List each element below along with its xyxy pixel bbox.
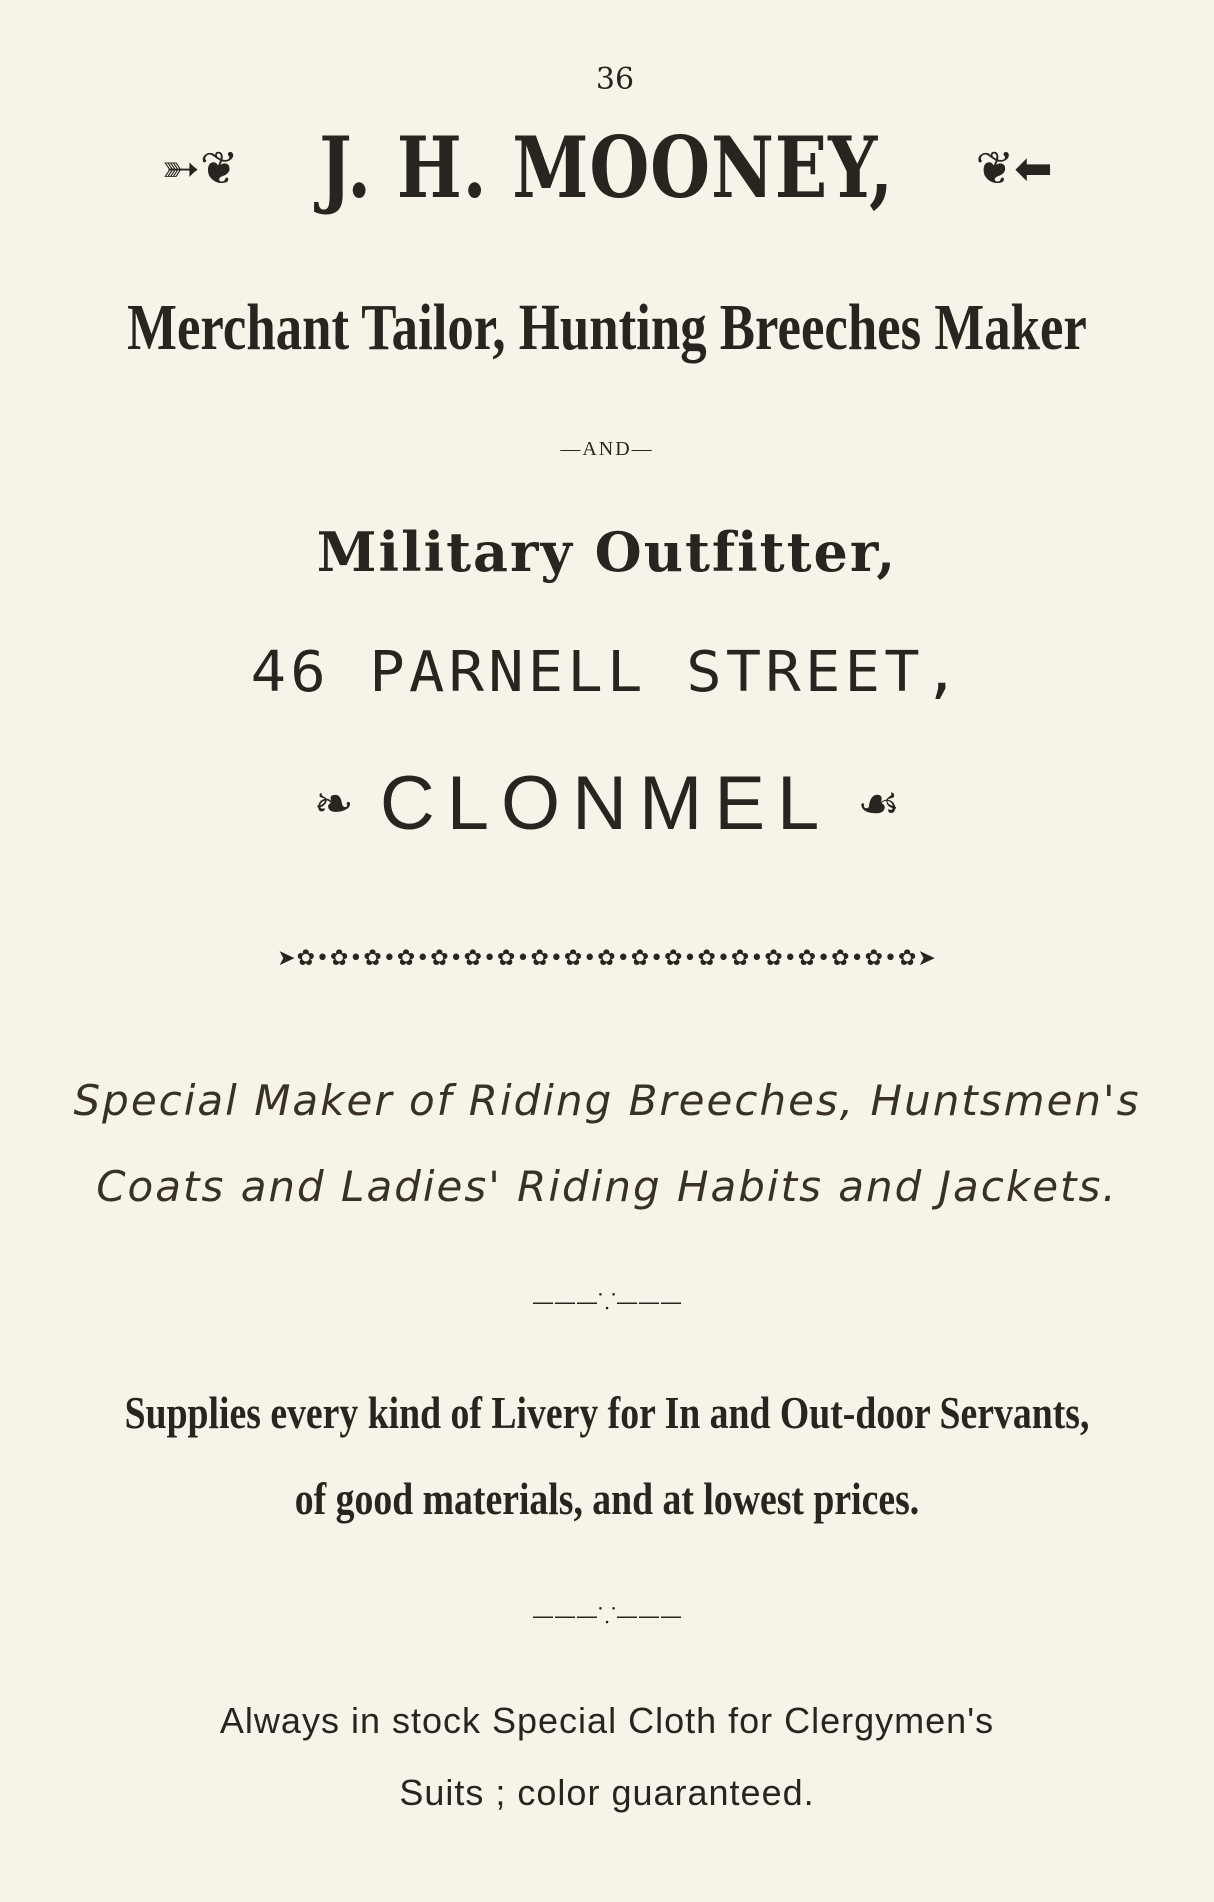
special-maker-line-1: Special Maker of Riding Breeches, Huntsmen's xyxy=(73,1076,1141,1125)
occupation-title: Merchant Tailor, Hunting Breeches Maker xyxy=(127,291,1087,364)
stock-line-1: Always in stock Special Cloth for Clergymen's xyxy=(219,1700,995,1741)
supplies-line-2: of good materials, and at lowest prices. xyxy=(294,1473,920,1524)
page-number: 36 xyxy=(595,62,635,97)
special-maker-line-2: Coats and Ladies' Riding Habits and Jackets. xyxy=(96,1162,1118,1211)
business-name-header xyxy=(0,118,1214,217)
ornamental-border: ➤✿•✿•✿•✿•✿•✿•✿•✿•✿•✿•✿•✿•✿•✿•✿•✿•✿•✿•✿➤ xyxy=(277,946,937,971)
town-name: CLONMEL xyxy=(379,761,832,846)
right-flourish-icon: ❦⬅ xyxy=(975,140,1053,195)
specialty-title: Military Outfitter, xyxy=(316,520,898,584)
section-divider: ———⸪——— xyxy=(531,1604,683,1629)
street-address: 46 PARNELL STREET, xyxy=(250,640,964,705)
stock-line-2: Suits ; color guaranteed. xyxy=(399,1772,815,1813)
section-divider: ———⸪——— xyxy=(531,1290,683,1315)
right-scroll-icon: ☙ xyxy=(857,775,901,832)
supplies-line-1: Supplies every kind of Livery for In and Out-door Servants, xyxy=(124,1387,1090,1438)
business-name: J. H. MOONEY, xyxy=(319,118,895,217)
left-flourish-icon: ➳❦ xyxy=(161,140,239,195)
left-scroll-icon: ❧ xyxy=(313,775,354,832)
town-row xyxy=(0,760,1214,847)
connector-and: —AND— xyxy=(560,438,654,460)
